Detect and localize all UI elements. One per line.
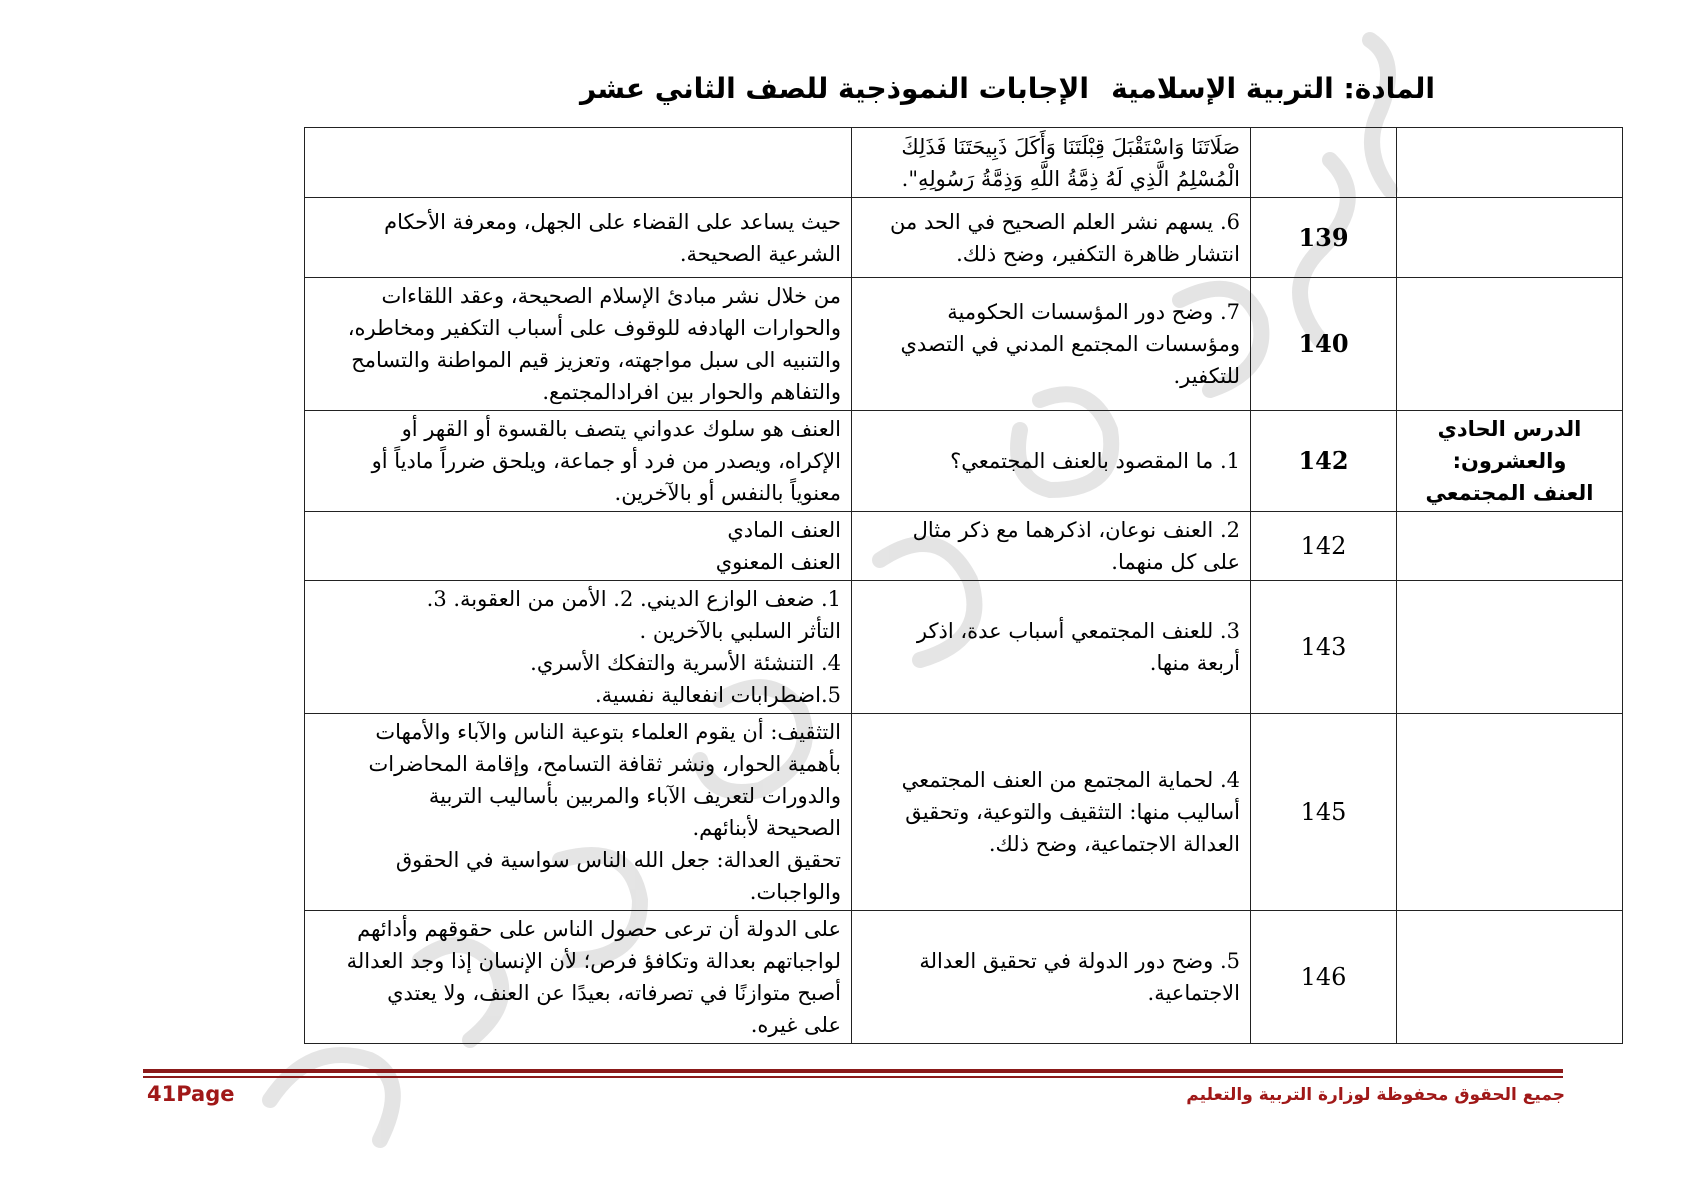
question-cell [852,512,1251,581]
answer-cell-line: من خلال نشر مبادئ الإسلام الصحيحة، وعقد اللقاءات [381,284,841,308]
question-cell-line: انتشار ظاهرة التكفير، وضح ذلك. [956,241,1240,266]
question-cell [852,128,1251,198]
answer-cell-line: حيث يساعد على القضاء على الجهل، ومعرفة الأحكام [384,209,841,234]
lesson-cell [1397,512,1623,581]
answer-cell-line: والدورات لتعريف الآباء والمربين بأساليب التربية [428,784,841,808]
answer-cell-line: والحوارات الهادفه للوقوف على أسباب التكفير ومخاطره، [347,316,841,340]
lesson-cell-line: الدرس الحادي [1437,417,1582,441]
answer-cell-line: لواجباتهم بعدالة وتكافؤ فرص؛ لأن الإنسان إذا وجد العدالة [346,949,841,973]
table-row [305,512,1623,581]
answer-cell-line: تحقيق العدالة: جعل الله الناس سواسية في الحقوق [395,848,841,872]
page-ref-cell [1251,128,1397,198]
answer-cell [305,581,852,714]
answer-cell-line: العنف المعنوي [715,550,841,574]
page-number: 41Page [147,1082,235,1106]
question-cell-line: 7. وضح دور المؤسسات الحكومية [947,300,1240,324]
question-cell-line: 3. للعنف المجتمعي أسباب عدة، اذكر [916,619,1240,643]
question-cell-line: أربعة منها. [1149,651,1240,675]
answer-cell-line: 4. التنشئة الأسرية والتفكك الأسري. [530,651,841,675]
table-row [305,911,1623,1044]
answer-cell [305,512,852,581]
table-row [305,278,1623,411]
answer-cell-line: والتنبيه الى سبل مواجهته، وتعزيز قيم المواطنة والتسامح [351,348,841,372]
lesson-cell [1397,128,1623,198]
table-row [305,581,1623,714]
page-ref-cell: 145 [1251,714,1397,911]
question-cell-line: الْمُسْلِمُ الَّذِي لَهُ ذِمَّةُ اللَّهِ وَذِمَّةُ رَسُولِهِ". [901,166,1240,191]
lesson-cell [1397,198,1623,278]
answer-cell [305,911,852,1044]
lesson-cell [1397,714,1623,911]
answer-cell [305,714,852,911]
question-cell [852,198,1251,278]
document-title: الإجابات النموذجية للصف الثاني عشر [580,72,1089,105]
table-row [305,714,1623,911]
page-ref-cell: 139 [1251,198,1397,278]
answer-cell-line: الصحيحة لأبنائهم. [692,816,841,840]
question-cell-line: الاجتماعية. [1147,981,1240,1005]
page-ref-cell: 146 [1251,911,1397,1044]
copyright-notice: جميع الحقوق محفوظة لوزارة التربية والتعليم [1186,1085,1565,1105]
lesson-cell-line: العنف المجتمعي [1425,481,1594,505]
answer-cell-line: الشرعية الصحيحة. [679,241,841,266]
question-cell-line: 2. العنف نوعان، اذكرهما مع ذكر مثال [912,518,1240,542]
answer-cell-line: العنف هو سلوك عدواني يتصف بالقسوة أو القهر أو [401,417,841,441]
page-ref-cell: 143 [1251,581,1397,714]
page-ref-cell: 142 [1251,512,1397,581]
answer-cell-line: على الدولة أن ترعى حصول الناس على حقوقهم وأدائهم [357,917,841,941]
question-cell-line: على كل منهما. [1111,550,1240,574]
question-cell-line: ومؤسسات المجتمع المدني في التصدي [900,332,1240,356]
question-cell-line: 5. وضح دور الدولة في تحقيق العدالة [919,949,1240,973]
answer-cell [305,198,852,278]
lesson-cell [1397,278,1623,411]
lesson-cell-line: والعشرون: [1452,449,1567,473]
question-cell [852,714,1251,911]
footer-divider-thin [143,1076,1563,1078]
answer-cell-line: والواجبات. [749,880,841,904]
answer-cell-line: 1. ضعف الوازع الديني. 2. الأمن من العقوبة. 3. [426,587,841,611]
question-cell [852,411,1251,512]
question-cell-line: صَلَاتَنَا وَاسْتَقْبَلَ قِبْلَتَنَا وَأَكَلَ ذَبِيحَتَنَا فَذَلِكَ [901,134,1240,159]
lesson-cell [1397,411,1623,512]
answer-cell-line: الإكراه، ويصدر من فرد أو جماعة، ويلحق ضرراً مادياً أو [371,449,841,473]
answers-table [304,127,1623,1044]
subject-heading: المادة: التربية الإسلامية [1111,72,1435,105]
lesson-cell [1397,911,1623,1044]
table-row [305,198,1623,278]
answer-cell-line: العنف المادي [727,518,841,542]
answer-cell-line: أصبح متوازنًا في تصرفاته، بعيدًا عن العنف، ولا يعتدي [387,981,841,1005]
answer-cell-line: على غيره. [750,1013,841,1037]
page-ref-cell: 142 [1251,411,1397,512]
answer-cell-line: والتفاهم والحوار بين افرادالمجتمع. [542,380,841,404]
answer-cell-line: بأهمية الحوار، ونشر ثقافة التسامح، وإقامة المحاضرات [368,752,841,776]
question-cell-line: 1. ما المقصود بالعنف المجتمعي؟ [950,449,1240,473]
answer-cell [305,278,852,411]
question-cell-line: 4. لحماية المجتمع من العنف المجتمعي [901,768,1240,792]
answer-cell-line: 5.اضطرابات انفعالية نفسية. [594,683,841,707]
table-row [305,411,1623,512]
question-cell [852,278,1251,411]
answer-cell-line: التثقيف: أن يقوم العلماء بتوعية الناس والآباء والأمهات [375,720,841,744]
question-cell [852,911,1251,1044]
lesson-cell [1397,581,1623,714]
answer-cell [305,128,852,198]
question-cell-line: للتكفير. [1173,364,1240,388]
answer-cell-line: التأثر السلبي بالآخرين . [639,619,841,643]
answers-table-body [305,128,1623,1044]
question-cell-line: العدالة الاجتماعية، وضح ذلك. [988,832,1240,856]
page-ref-cell: 140 [1251,278,1397,411]
footer-divider [143,1069,1563,1073]
table-row [305,128,1623,198]
answer-cell-line: معنوياً بالنفس أو بالآخرين. [614,481,841,505]
question-cell [852,581,1251,714]
question-cell-line: 6. يسهم نشر العلم الصحيح في الحد من [890,209,1240,234]
question-cell-line: أساليب منها: التثقيف والتوعية، وتحقيق [905,800,1240,824]
answer-cell [305,411,852,512]
